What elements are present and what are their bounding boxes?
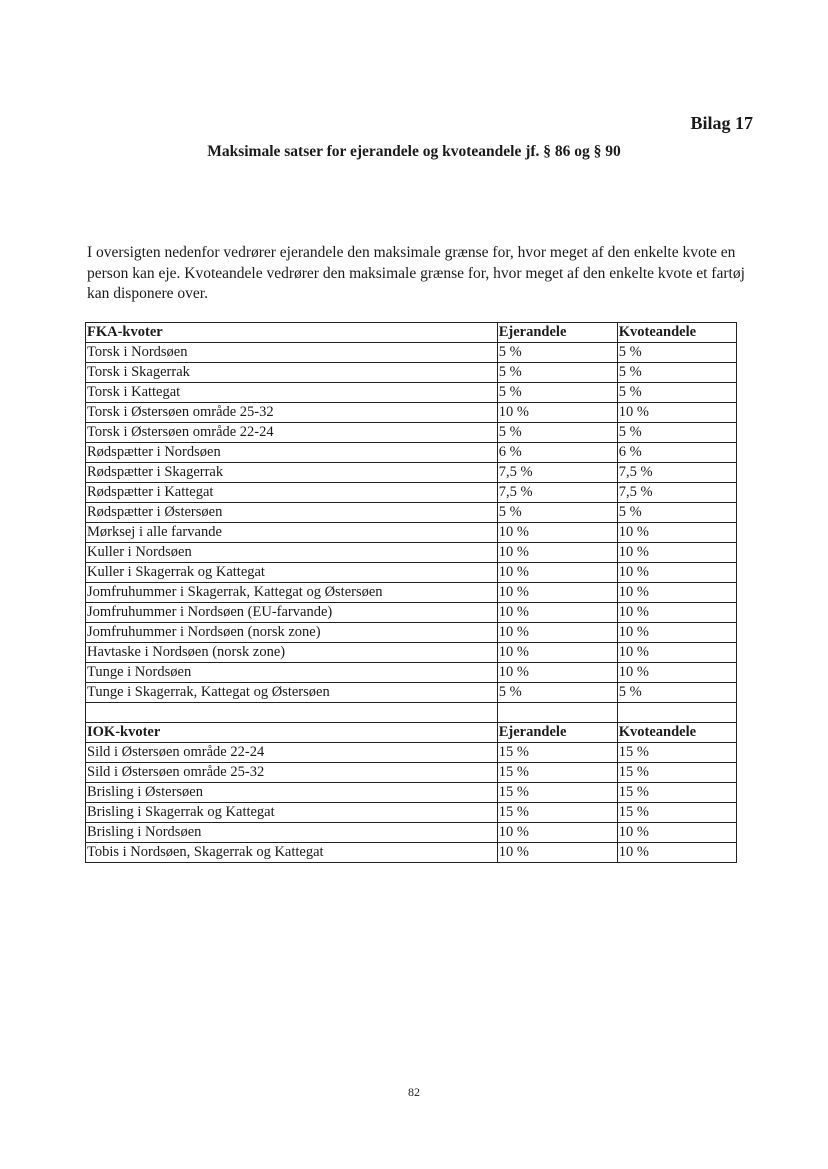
- cell-ownership-share: 5 %: [497, 343, 617, 363]
- intro-paragraph: I oversigten nedenfor vedrører ejerandele den maksimale grænse for, hvor meget af den enkelte kvote en person kan eje. Kvoteandele vedrører den maksimale grænse for, hvor meget af den enkelte kvote et fartøj kan disponere over.: [87, 244, 745, 302]
- fka-header-quota-name: FKA-kvoter: [86, 323, 498, 343]
- table-row: [86, 643, 737, 663]
- cell-quota-name: Sild i Østersøen område 25-32: [86, 763, 498, 783]
- cell-quota-name: Jomfruhummer i Nordsøen (norsk zone): [86, 623, 498, 643]
- cell-quota-name: Brisling i Skagerrak og Kattegat: [86, 803, 498, 823]
- cell-quota-name: Torsk i Kattegat: [86, 383, 498, 403]
- cell-quota-share: 7,5 %: [617, 483, 736, 503]
- table-row: [86, 543, 737, 563]
- table-row: [86, 363, 737, 383]
- cell-quota-name: Rødspætter i Kattegat: [86, 483, 498, 503]
- cell-quota-name: Torsk i Skagerrak: [86, 363, 498, 383]
- table-row: [86, 783, 737, 803]
- cell-quota-share: 5 %: [617, 383, 736, 403]
- table-row: [86, 743, 737, 763]
- cell-ownership-share: 5 %: [497, 683, 617, 703]
- table-row: [86, 603, 737, 623]
- cell-quota-share: 15 %: [617, 803, 736, 823]
- table-row: [86, 803, 737, 823]
- table-row: [86, 423, 737, 443]
- cell-ownership-share: 7,5 %: [497, 463, 617, 483]
- cell-quota-share: 6 %: [617, 443, 736, 463]
- cell-ownership-share: 10 %: [497, 823, 617, 843]
- cell-quota-name: Mørksej i alle farvande: [86, 523, 498, 543]
- iok-header-ownership-share: Ejerandele: [497, 723, 617, 743]
- cell-quota-share: 7,5 %: [617, 463, 736, 483]
- cell-quota-name: Brisling i Østersøen: [86, 783, 498, 803]
- table-row: [86, 583, 737, 603]
- empty-cell: [86, 703, 498, 723]
- cell-quota-name: Sild i Østersøen område 22-24: [86, 743, 498, 763]
- cell-quota-name: Havtaske i Nordsøen (norsk zone): [86, 643, 498, 663]
- cell-ownership-share: 15 %: [497, 803, 617, 823]
- cell-ownership-share: 7,5 %: [497, 483, 617, 503]
- empty-cell: [617, 703, 736, 723]
- cell-quota-name: Tobis i Nordsøen, Skagerrak og Kattegat: [86, 843, 498, 863]
- cell-quota-name: Jomfruhummer i Skagerrak, Kattegat og Østersøen: [86, 583, 498, 603]
- cell-quota-name: Rødspætter i Nordsøen: [86, 443, 498, 463]
- cell-quota-share: 15 %: [617, 763, 736, 783]
- fka-header-quota-share: Kvoteandele: [617, 323, 736, 343]
- cell-quota-name: Tunge i Skagerrak, Kattegat og Østersøen: [86, 683, 498, 703]
- cell-ownership-share: 5 %: [497, 363, 617, 383]
- cell-ownership-share: 10 %: [497, 843, 617, 863]
- cell-quota-share: 10 %: [617, 623, 736, 643]
- document-title: Maksimale satser for ejerandele og kvoteandele jf. § 86 og § 90: [207, 143, 621, 160]
- cell-quota-share: 10 %: [617, 643, 736, 663]
- table-row: [86, 823, 737, 843]
- iok-header-row: [86, 723, 737, 743]
- table-row: [86, 483, 737, 503]
- cell-quota-share: 5 %: [617, 363, 736, 383]
- cell-quota-name: Kuller i Nordsøen: [86, 543, 498, 563]
- cell-ownership-share: 15 %: [497, 743, 617, 763]
- table-row: [86, 663, 737, 683]
- cell-quota-share: 10 %: [617, 523, 736, 543]
- cell-quota-name: Rødspætter i Østersøen: [86, 503, 498, 523]
- cell-ownership-share: 10 %: [497, 523, 617, 543]
- cell-ownership-share: 10 %: [497, 663, 617, 683]
- cell-quota-name: Kuller i Skagerrak og Kattegat: [86, 563, 498, 583]
- cell-quota-share: 10 %: [617, 843, 736, 863]
- table-row: [86, 563, 737, 583]
- cell-quota-name: Brisling i Nordsøen: [86, 823, 498, 843]
- cell-quota-share: 5 %: [617, 343, 736, 363]
- cell-quota-share: 15 %: [617, 743, 736, 763]
- table-row: [86, 443, 737, 463]
- cell-quota-name: Torsk i Østersøen område 25-32: [86, 403, 498, 423]
- page-number: 82: [408, 1085, 420, 1099]
- cell-ownership-share: 15 %: [497, 783, 617, 803]
- fka-header-row: [86, 323, 737, 343]
- table-row: [86, 403, 737, 423]
- fka-header-ownership-share: Ejerandele: [497, 323, 617, 343]
- table-row: [86, 463, 737, 483]
- cell-quota-share: 5 %: [617, 423, 736, 443]
- cell-quota-share: 5 %: [617, 503, 736, 523]
- cell-ownership-share: 5 %: [497, 383, 617, 403]
- cell-ownership-share: 10 %: [497, 403, 617, 423]
- cell-quota-share: 10 %: [617, 563, 736, 583]
- cell-quota-share: 10 %: [617, 403, 736, 423]
- cell-ownership-share: 10 %: [497, 603, 617, 623]
- table-row: [86, 523, 737, 543]
- cell-quota-name: Torsk i Nordsøen: [86, 343, 498, 363]
- cell-quota-name: Tunge i Nordsøen: [86, 663, 498, 683]
- cell-ownership-share: 10 %: [497, 563, 617, 583]
- cell-quota-name: Torsk i Østersøen område 22-24: [86, 423, 498, 443]
- cell-quota-share: 10 %: [617, 663, 736, 683]
- quota-table: [85, 322, 737, 863]
- cell-quota-share: 10 %: [617, 543, 736, 563]
- cell-quota-share: 5 %: [617, 683, 736, 703]
- cell-quota-name: Rødspætter i Skagerrak: [86, 463, 498, 483]
- cell-ownership-share: 10 %: [497, 583, 617, 603]
- cell-ownership-share: 15 %: [497, 763, 617, 783]
- table-row: [86, 383, 737, 403]
- iok-header-quota-name: IOK-kvoter: [86, 723, 498, 743]
- iok-header-quota-share: Kvoteandele: [617, 723, 736, 743]
- cell-ownership-share: 10 %: [497, 543, 617, 563]
- cell-quota-share: 10 %: [617, 583, 736, 603]
- table-row: [86, 683, 737, 703]
- cell-quota-name: Jomfruhummer i Nordsøen (EU-farvande): [86, 603, 498, 623]
- cell-quota-share: 15 %: [617, 783, 736, 803]
- table-row: [86, 763, 737, 783]
- cell-quota-share: 10 %: [617, 823, 736, 843]
- cell-ownership-share: 6 %: [497, 443, 617, 463]
- appendix-label: Bilag 17: [690, 113, 753, 133]
- cell-ownership-share: 10 %: [497, 623, 617, 643]
- table-row: [86, 503, 737, 523]
- table-row: [86, 843, 737, 863]
- cell-ownership-share: 10 %: [497, 643, 617, 663]
- table-row: [86, 623, 737, 643]
- table-row: [86, 343, 737, 363]
- spacer-row: [86, 703, 737, 723]
- empty-cell: [497, 703, 617, 723]
- cell-quota-share: 10 %: [617, 603, 736, 623]
- cell-ownership-share: 5 %: [497, 503, 617, 523]
- quota-table-body: [86, 323, 737, 863]
- cell-ownership-share: 5 %: [497, 423, 617, 443]
